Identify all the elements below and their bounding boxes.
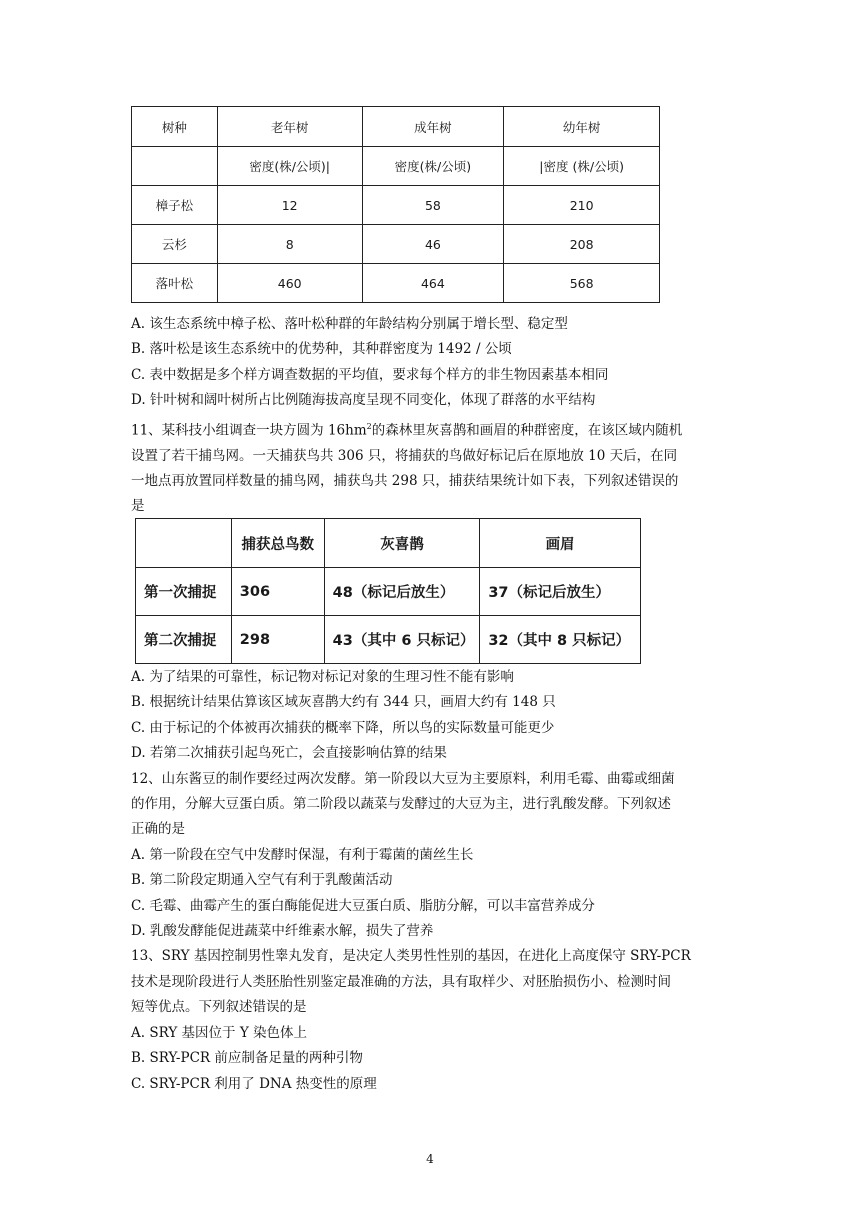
table-cell: 208	[504, 225, 660, 264]
option-a: A. 该生态系统中樟子松、落叶松种群的年龄结构分别属于增长型、稳定型	[131, 316, 568, 332]
question-11-line: 一地点再放置同样数量的捕鸟网，捕获鸟共 298 只，捕获结果统计如下表，下列叙述错误的	[131, 472, 679, 489]
table-cell: 43（其中 6 只标记）	[324, 616, 480, 664]
text-line: 的作用，分解大豆蛋白质。第二阶段以蔬菜与发酵过的大豆为主，进行乳酸发酵。下列叙述	[131, 796, 671, 813]
text-line: 正确的是	[131, 821, 185, 838]
table-cell: 460	[217, 264, 362, 303]
table-header-row	[132, 107, 660, 147]
text-line: D. 乳酸发酵能促进蔬菜中纤维素水解，损失了营养	[131, 923, 434, 940]
text-line: B. SRY-PCR 前应制备足量的两种引物	[131, 1050, 363, 1067]
table-cell: 32（其中 8 只标记）	[480, 616, 641, 664]
text-line: 13、SRY 基因控制男性睾丸发育，是决定人类男性性别的基因，在进化上高度保守 SRY-PCR	[131, 948, 691, 965]
table-header-cell: 成年树	[362, 107, 504, 147]
table-header-cell	[136, 519, 232, 568]
question-11-line: 是	[131, 498, 145, 515]
table-header-cell: 幼年树	[504, 107, 660, 147]
table-cell: 8	[217, 225, 362, 264]
table-cell: 12	[217, 186, 362, 225]
text-line: B. 第二阶段定期通入空气有利于乳酸菌活动	[131, 872, 393, 889]
text-line: A. SRY 基因位于 Y 染色体上	[131, 1024, 308, 1041]
table-cell: 云杉	[132, 225, 218, 264]
text-line: A. 第一阶段在空气中发酵时保湿，有利于霉菌的菌丝生长	[131, 846, 474, 863]
table-cell: |密度 (株/公顷)	[504, 147, 660, 186]
text-line: C. 毛霉、曲霉产生的蛋白酶能促进大豆蛋白质、脂肪分解，可以丰富营养成分	[131, 897, 595, 914]
text-line: C. SRY-PCR 利用了 DNA 热变性的原理	[131, 1075, 377, 1092]
option-b: B. 落叶松是该生态系统中的优势种，其种群密度为 1492 / 公顷	[131, 341, 512, 358]
table-subheader-row	[132, 147, 660, 186]
text-line: B. 根据统计结果估算该区域灰喜鹊大约有 344 只，画眉大约有 148 只	[131, 694, 556, 711]
table-header-cell: 老年树	[217, 107, 362, 147]
table-header-cell: 画眉	[480, 519, 641, 568]
table-row	[132, 264, 660, 303]
table-cell: 464	[362, 264, 504, 303]
bird-capture-table	[135, 518, 641, 664]
table-row	[132, 186, 660, 225]
option-d: D. 针叶树和阔叶树所占比例随海拔高度呈现不同变化，体现了群落的水平结构	[131, 392, 596, 409]
table-header-cell: 树种	[132, 107, 218, 147]
table-cell: 密度(株/公顷)|	[217, 147, 362, 186]
table-cell: 306	[231, 568, 324, 616]
table-cell: 568	[504, 264, 660, 303]
question-11-line: 设置了若干捕鸟网。一天捕获鸟共 306 只，将捕获的鸟做好标记后在原地放 10 天后，在同	[131, 447, 678, 464]
page-number: 4	[426, 1152, 434, 1166]
text-line: C. 由于标记的个体被再次捕获的概率下降，所以鸟的实际数量可能更少	[131, 719, 555, 736]
table-header-cell: 捕获总鸟数	[231, 519, 324, 568]
question-text-block	[131, 312, 741, 520]
text-line: 技术是现阶段进行人类胚胎性别鉴定最准确的方法，具有取样少、对胚胎损伤小、检测时间	[131, 973, 671, 990]
text-line: 短等优点。下列叙述错误的是	[131, 999, 307, 1016]
text-line: A. 为了结果的可靠性，标记物对标记对象的生理习性不能有影响	[131, 669, 514, 685]
table-cell: 46	[362, 225, 504, 264]
table-row	[136, 616, 641, 664]
table-cell: 298	[231, 616, 324, 664]
question-text-block	[131, 665, 741, 1097]
option-c: C. 表中数据是多个样方调查数据的平均值，要求每个样方的非生物因素基本相同	[131, 366, 609, 383]
table-cell	[132, 147, 218, 186]
table-row	[136, 568, 641, 616]
question-11-line: 11、某科技小组调查一块方圆为 $16hm^2$的森林里灰喜鹊和画眉的种群密度，在该区域内随机	[131, 421, 683, 439]
table-cell: 37（标记后放生）	[480, 568, 641, 616]
text-line: D. 若第二次捕获引起鸟死亡，会直接影响估算的结果	[131, 745, 447, 762]
table-cell: 落叶松	[132, 264, 218, 303]
table-header-row	[136, 519, 641, 568]
table-cell: 第一次捕捉	[136, 568, 232, 616]
table-cell: 210	[504, 186, 660, 225]
table-row	[132, 225, 660, 264]
tree-density-table	[131, 106, 660, 303]
table-cell: 58	[362, 186, 504, 225]
table-cell: 48（标记后放生）	[324, 568, 480, 616]
text-line: 12、山东酱豆的制作要经过两次发酵。第一阶段以大豆为主要原料，利用毛霉、曲霉或细菌	[131, 770, 675, 787]
table-cell: 密度(株/公顷)	[362, 147, 504, 186]
table-cell: 樟子松	[132, 186, 218, 225]
table-header-cell: 灰喜鹊	[324, 519, 480, 568]
table-cell: 第二次捕捉	[136, 616, 232, 664]
